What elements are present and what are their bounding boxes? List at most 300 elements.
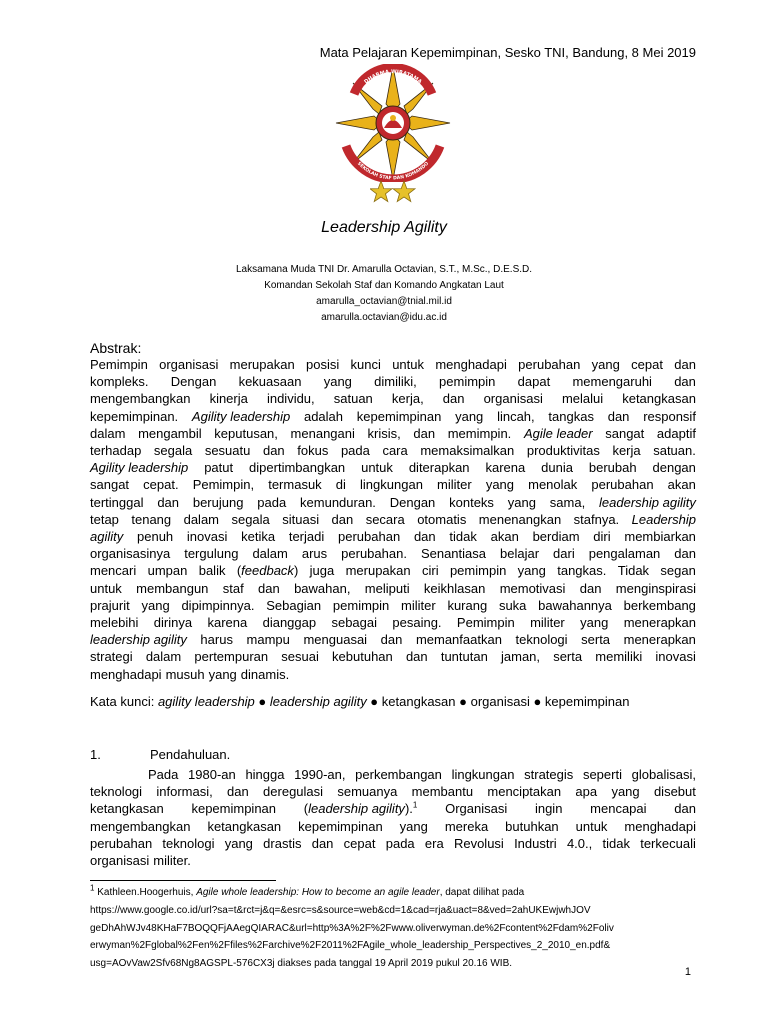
- word: pemimpin: [439, 374, 496, 390]
- word-group: [298, 818, 383, 835]
- word-group: [439, 373, 495, 390]
- word: tergulung: [184, 546, 239, 562]
- word-group: [618, 562, 649, 579]
- word-group: [337, 783, 397, 800]
- keywords-label: Kata kunci:: [90, 694, 155, 709]
- word-group: [239, 373, 302, 390]
- word-group: [241, 666, 289, 683]
- word-group: [205, 442, 251, 459]
- word: lingkungan: [360, 477, 423, 493]
- text-line: [90, 818, 696, 835]
- word-group: [247, 631, 290, 648]
- word: melalui: [561, 391, 604, 407]
- word: menguasai: [303, 632, 368, 648]
- section-number: 1.: [90, 747, 101, 762]
- word-group: [580, 580, 602, 597]
- word: terkecuali: [640, 835, 696, 851]
- word: merupakan: [345, 563, 411, 579]
- word: dipimpinnya.: [181, 597, 255, 613]
- word-group: [191, 800, 276, 817]
- word: perubahan: [90, 835, 153, 851]
- italic-term: leadership agility: [308, 801, 405, 817]
- word-group: [332, 511, 354, 528]
- word-group: [608, 408, 630, 425]
- word-group: [90, 356, 148, 373]
- word-group: [484, 390, 543, 407]
- word-group: [332, 648, 393, 665]
- word: teknologi: [515, 632, 568, 648]
- word-group: [324, 373, 352, 390]
- word: yang: [580, 615, 609, 631]
- author-block: [0, 262, 768, 326]
- word: ).: [404, 801, 413, 817]
- text-line: [90, 766, 696, 783]
- word: konteks: [449, 494, 494, 510]
- word: dengan: [652, 460, 696, 476]
- word: era: [424, 835, 444, 851]
- two-stars-rank-icon: [370, 180, 416, 204]
- word-group: [589, 545, 661, 562]
- word-group: [624, 528, 696, 545]
- word-group: [392, 390, 424, 407]
- footnote-url-line-2[interactable]: https://www.google.co.id/url?sa=t&rct=j&q=&esrc=s&source=web&cd=1&cad=rja&uact=8&ved=2ahUKEwjwhJOV: [90, 904, 591, 916]
- word-group: [268, 476, 321, 493]
- word-group: [616, 580, 696, 597]
- word: memimpin.: [447, 425, 512, 441]
- word: 1980-an: [188, 767, 236, 782]
- word-group: [355, 766, 442, 783]
- word-group: [657, 425, 696, 442]
- footnote-ref: 1: [412, 801, 418, 811]
- text-line: [90, 511, 696, 528]
- word-group: [581, 631, 610, 648]
- word-group: [374, 373, 417, 390]
- word-group: [258, 580, 280, 597]
- word: dan: [405, 649, 428, 665]
- word: yang: [208, 666, 237, 682]
- word-group: [574, 511, 620, 528]
- text-line: [90, 545, 696, 562]
- footnote-line-1: [90, 884, 690, 902]
- word-group: [90, 408, 178, 425]
- word: butuhkan: [505, 818, 559, 834]
- text-line: [90, 562, 696, 579]
- word: dan: [227, 784, 249, 800]
- word-group: [654, 783, 696, 800]
- word: (: [236, 563, 242, 579]
- word-group: [90, 545, 170, 562]
- text-line: [90, 648, 696, 665]
- word: memaksimalkan: [420, 443, 515, 459]
- word-group: [437, 476, 472, 493]
- word-group: [500, 580, 566, 597]
- page-number: 1: [684, 966, 691, 978]
- word-group: [351, 356, 381, 373]
- word: (: [303, 801, 309, 817]
- word-group: [518, 562, 546, 579]
- word-group: [486, 476, 514, 493]
- word-group: [162, 835, 214, 852]
- word: inovasi: [186, 529, 228, 545]
- word-group: [302, 545, 327, 562]
- word-group: [632, 766, 696, 783]
- word: dan: [674, 801, 696, 817]
- word-group: [401, 597, 436, 614]
- word: juga: [309, 563, 335, 579]
- word-group: [90, 666, 162, 683]
- word-group: [200, 631, 233, 648]
- word-group: [655, 648, 695, 665]
- word: perubahan: [518, 357, 581, 372]
- word: terhadap: [90, 443, 142, 459]
- word: yang: [591, 357, 620, 372]
- italic-term: Agility leadership: [90, 460, 189, 476]
- word-group: [514, 835, 557, 852]
- word-group: [450, 562, 506, 579]
- word: yang: [507, 494, 536, 510]
- word: terjadi: [288, 529, 325, 545]
- word: dinamis.: [240, 666, 290, 682]
- word-group: [612, 442, 640, 459]
- word-group: [538, 597, 612, 614]
- word-group: [413, 425, 435, 442]
- word-group: [485, 459, 525, 476]
- word-group: [406, 648, 428, 665]
- word: yang: [323, 374, 352, 390]
- word: menangani: [290, 425, 355, 441]
- word: kerja: [612, 443, 641, 459]
- word-group: [632, 511, 696, 528]
- word-group: [154, 614, 192, 631]
- word: perubahan: [338, 529, 401, 545]
- word-group: [491, 528, 519, 545]
- word: melebihi: [90, 615, 139, 631]
- word-group: [199, 562, 226, 579]
- word: berujung: [192, 494, 244, 510]
- word-group: [500, 545, 539, 562]
- word: globalisasi,: [631, 767, 696, 782]
- word: belajar: [500, 546, 540, 562]
- word-group: [499, 597, 526, 614]
- word-group: [599, 494, 696, 511]
- word-group: [341, 545, 407, 562]
- word-group: [231, 511, 269, 528]
- text-line: [90, 614, 696, 631]
- word: sesuai: [281, 649, 319, 665]
- word-group: [297, 442, 328, 459]
- word: patut: [204, 460, 234, 476]
- word: responsif: [643, 408, 696, 424]
- word-group: [541, 459, 573, 476]
- word: pemimpin: [332, 597, 390, 613]
- word-group: [166, 666, 205, 683]
- word-group: [424, 580, 485, 597]
- word: yang: [517, 563, 546, 579]
- word: ciri: [421, 563, 439, 579]
- word: disebut: [653, 784, 696, 800]
- word: menghadapi: [435, 357, 507, 372]
- word-group: [341, 442, 370, 459]
- word-group: [457, 614, 515, 631]
- word-group: [230, 356, 295, 373]
- word: individu,: [266, 391, 315, 407]
- word-group: [528, 476, 577, 493]
- word-group: [157, 494, 179, 511]
- text-line: [90, 597, 696, 614]
- word: militer: [401, 597, 436, 613]
- word: umpan: [147, 563, 188, 579]
- word-group: [518, 356, 580, 373]
- word: arus: [301, 546, 328, 562]
- italic-term: feedback: [241, 563, 294, 579]
- word-group: [409, 459, 470, 476]
- word-group: [553, 648, 582, 665]
- emblem-bottom-text: SEKOLAH STAF DAN KOMANDO: [355, 161, 431, 182]
- word: musuh: [165, 666, 205, 682]
- word: Sebagian: [266, 597, 322, 613]
- word-group: [263, 442, 285, 459]
- word-group: [171, 373, 217, 390]
- word-group: [136, 580, 208, 597]
- word-group: [131, 511, 171, 528]
- word: pertempuran: [194, 649, 269, 665]
- word-group: [420, 442, 514, 459]
- word-group: [527, 442, 600, 459]
- word-group: [90, 494, 143, 511]
- word: tenang: [131, 511, 172, 527]
- word-group: [210, 390, 248, 407]
- word-group: [674, 356, 696, 373]
- word-group: [90, 476, 129, 493]
- word: militer: [437, 477, 472, 493]
- word: bawahan,: [294, 580, 351, 596]
- word: Pemimpin: [456, 615, 515, 631]
- word: yang: [485, 477, 515, 493]
- word: dalam: [145, 649, 182, 665]
- section-title: Pendahuluan.: [150, 747, 231, 762]
- word-group: [90, 442, 141, 459]
- word-group: [624, 631, 696, 648]
- word-group: [425, 835, 444, 852]
- word: bawahannya: [538, 597, 612, 613]
- word: stafnya.: [573, 511, 620, 527]
- word-group: [508, 494, 536, 511]
- word-group: [674, 800, 696, 817]
- word-group: [524, 425, 593, 442]
- word-group: [583, 766, 622, 783]
- word: Pemimpin: [90, 357, 148, 372]
- word: situasi: [282, 511, 320, 527]
- word: dan: [258, 580, 280, 596]
- word: menghadapi: [90, 666, 162, 682]
- word: ketangkasan: [207, 818, 282, 834]
- word-group: [223, 580, 244, 597]
- word: membiarkan: [624, 529, 696, 545]
- word-group: [533, 528, 580, 545]
- word: dan: [674, 374, 696, 390]
- word-group: [593, 528, 610, 545]
- word-group: [194, 648, 268, 665]
- word-group: [303, 631, 367, 648]
- word: Dengan: [389, 494, 436, 510]
- word-group: [550, 494, 585, 511]
- word: dan: [311, 835, 334, 851]
- word: secara: [365, 511, 405, 527]
- italic-term: agility: [90, 529, 124, 545]
- word-group: [90, 783, 142, 800]
- word: deregulasi: [263, 784, 324, 800]
- word-group: [263, 835, 301, 852]
- word: dan: [413, 425, 436, 441]
- word-group: [188, 766, 236, 783]
- word-group: [241, 528, 275, 545]
- word-group: [624, 597, 696, 614]
- word-group: [622, 390, 696, 407]
- word-group: [548, 408, 594, 425]
- word-group: [524, 766, 573, 783]
- word-group: [90, 390, 190, 407]
- word-group: [357, 408, 442, 425]
- word-group: [333, 597, 389, 614]
- footnote-url-line-3[interactable]: geDhAhWJv48KHaF7BOQQFjAAegQIARAC&url=http%3A%2F%2Fwww.oliverwyman.de%2Fcontent%2Fdam%2Foliv: [90, 922, 614, 934]
- word-group: [417, 511, 466, 528]
- word-group: [653, 442, 696, 459]
- word-group: [386, 835, 415, 852]
- word: pemimpin: [449, 563, 507, 579]
- word: menolak: [528, 477, 578, 493]
- word-group: [557, 562, 606, 579]
- word: mencapai: [590, 801, 647, 817]
- word-group: [452, 766, 515, 783]
- word-group: [90, 835, 152, 852]
- word: 1990-an,: [294, 767, 346, 782]
- word-group: [146, 648, 181, 665]
- word: strategis: [524, 767, 574, 782]
- word: dipertimbangkan: [249, 460, 346, 476]
- word-group: [306, 356, 339, 373]
- word-group: [392, 614, 441, 631]
- word-group: [90, 614, 138, 631]
- word: ingin: [534, 801, 563, 817]
- word-group: [414, 528, 436, 545]
- word-group: [143, 476, 178, 493]
- word: termasuk: [268, 477, 322, 493]
- word-group: [225, 835, 253, 852]
- word: yang: [141, 597, 170, 613]
- word-group: [148, 562, 188, 579]
- italic-term: leadership agility: [90, 632, 187, 648]
- word: meliputi: [364, 580, 410, 596]
- word: ketika: [241, 529, 276, 545]
- word-group: [668, 476, 696, 493]
- word: menciptakan: [487, 784, 562, 800]
- word: organisasi: [159, 357, 219, 372]
- word: dan: [380, 632, 403, 648]
- italic-term: Agile leader: [523, 425, 593, 441]
- text-line: [90, 666, 696, 683]
- word: perubahan.: [341, 546, 407, 562]
- word: pada: [340, 443, 370, 459]
- word: cepat.: [143, 477, 179, 493]
- word-group: [576, 818, 608, 835]
- keywords-rest: ketangkasan ● organisasi ● kepemimpinan: [381, 694, 630, 709]
- word: Tidak: [617, 563, 650, 579]
- word: untuk: [361, 460, 393, 476]
- word: karena: [207, 615, 248, 631]
- word: satuan: [333, 391, 373, 407]
- footnote-url-line-5[interactable]: usg=AOvVaw2Sfv68Ng8AGSPL-576CX3j diakses pada tanggal 19 April 2019 pukul 20.16 WIB.: [90, 958, 513, 970]
- text-line: [90, 580, 696, 597]
- word-group: [331, 614, 377, 631]
- word: karena: [485, 460, 526, 476]
- word-group: [449, 494, 494, 511]
- word-group: [530, 614, 565, 631]
- word: ): [293, 563, 299, 579]
- word-group: [624, 818, 696, 835]
- italic-term: Leadership: [631, 511, 696, 527]
- footnote-url-line-4[interactable]: erwyman%2Fglobal%2Fen%2Ffiles%2Farchive%2F2011%2FAgile_whole_leadership_Perspectives_2_2010_en.pdf&: [90, 940, 611, 952]
- word-group: [90, 459, 188, 476]
- word: keputusan,: [214, 425, 278, 441]
- word-group: [249, 459, 345, 476]
- word-group: [153, 852, 191, 869]
- word: kepemimpinan: [298, 818, 383, 834]
- text-line: [90, 425, 696, 442]
- word-group: [192, 408, 290, 425]
- word: prajurit: [90, 597, 130, 613]
- text-line: [90, 494, 696, 511]
- word-group: [312, 835, 334, 852]
- word-group: [156, 783, 212, 800]
- word: informasi,: [156, 784, 213, 800]
- word-group: [263, 783, 323, 800]
- word: tidak: [449, 529, 477, 545]
- word: adalah: [303, 408, 344, 424]
- word: kepemimpinan: [191, 801, 277, 817]
- word: kurang: [447, 597, 488, 613]
- word: yang: [399, 818, 428, 834]
- word-group: [193, 494, 244, 511]
- word-group: [643, 408, 696, 425]
- word-group: [518, 373, 551, 390]
- word: mengembangkan: [90, 818, 191, 834]
- word: teknologi: [90, 784, 143, 800]
- word: militer: [530, 615, 565, 631]
- word-group: [590, 800, 646, 817]
- word-group: [90, 648, 133, 665]
- text-line: [90, 835, 696, 852]
- word: hingga: [245, 767, 285, 782]
- word: Senantiasa: [420, 546, 486, 562]
- word-group: [204, 459, 233, 476]
- word-group: [304, 408, 343, 425]
- word-group: [592, 356, 620, 373]
- sesko-emblem-logo: [334, 64, 452, 182]
- word: organisasi: [483, 391, 543, 407]
- word-group: [381, 631, 403, 648]
- word: Pemimpin,: [192, 477, 255, 493]
- italic-term: leadership agility: [599, 494, 696, 510]
- word: adaptif: [656, 425, 696, 441]
- word-group: [267, 390, 315, 407]
- word-group: [90, 580, 122, 597]
- word: di: [335, 477, 346, 493]
- word: krisis,: [367, 425, 401, 441]
- word-group: [441, 648, 488, 665]
- word: kepemimpinan: [356, 408, 442, 424]
- word: organisasi: [90, 853, 150, 869]
- word: dan: [157, 494, 180, 510]
